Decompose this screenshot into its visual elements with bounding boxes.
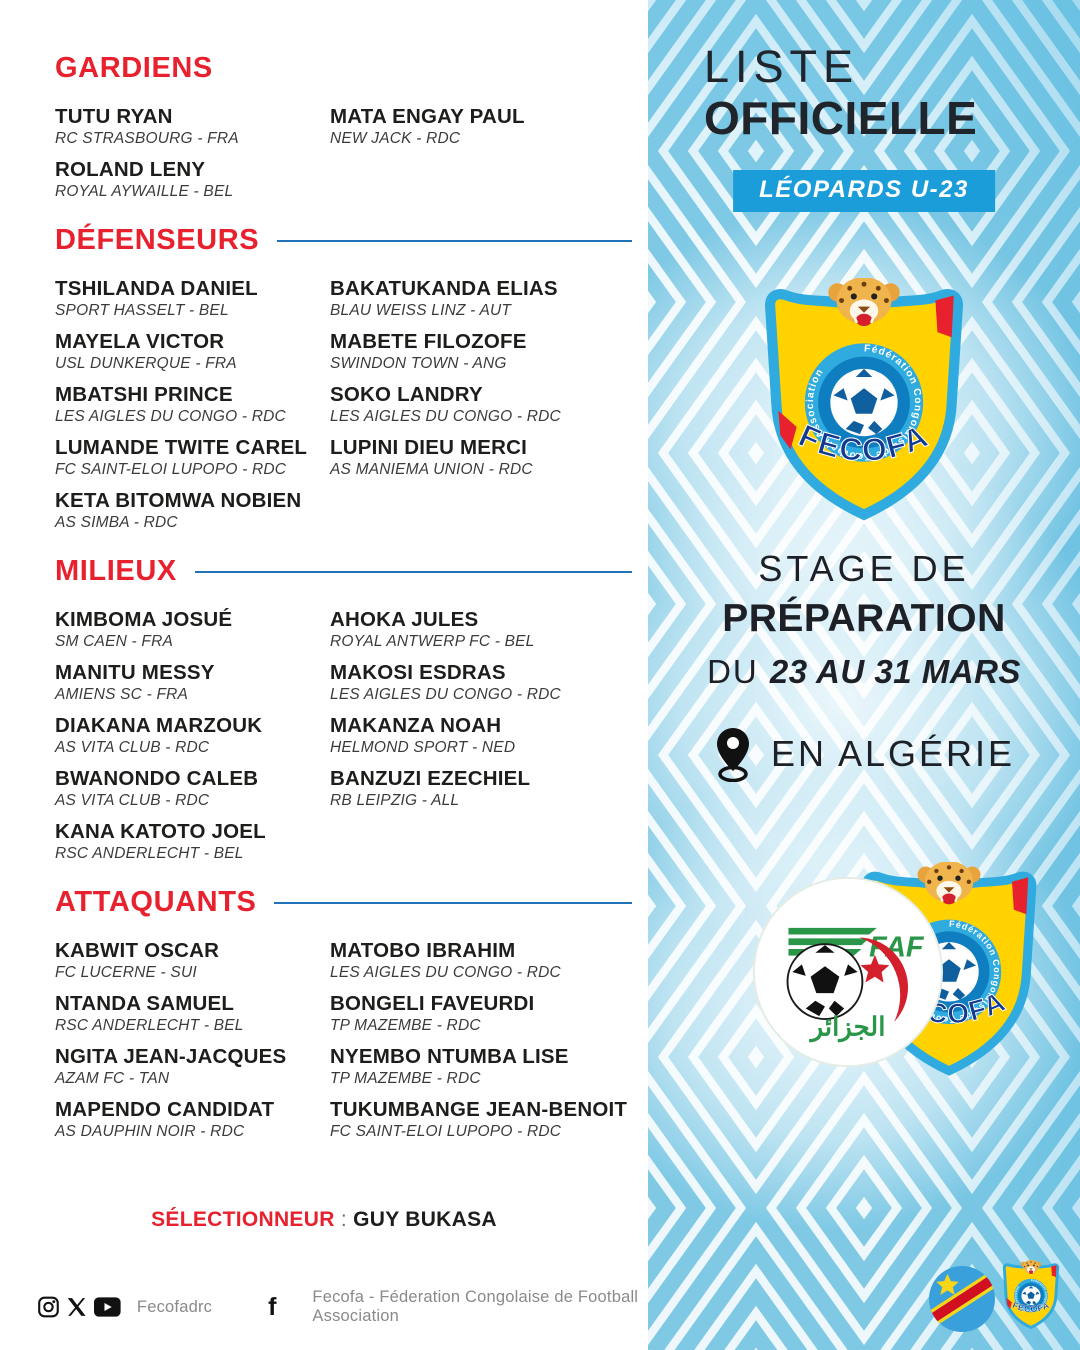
section-header xyxy=(55,555,640,588)
player-name: MATOBO IBRAHIM xyxy=(330,939,516,962)
player-club: RB LEIPZIG - ALL xyxy=(330,792,460,809)
title-line-officielle: OFFICIELLE xyxy=(704,92,978,144)
drc-flag-icon xyxy=(929,1266,995,1332)
player-name: SOKO LANDRY xyxy=(330,383,483,406)
player-entry xyxy=(55,435,330,479)
player-entry xyxy=(55,104,330,148)
player-name: NTANDA SAMUEL xyxy=(55,992,235,1015)
player-name: AHOKA JULES xyxy=(330,608,479,631)
player-club: HELMOND SPORT - NED xyxy=(330,739,516,756)
fecofa-logo-small xyxy=(1002,1260,1060,1330)
player-entry xyxy=(55,157,330,201)
player-entry xyxy=(330,1044,640,1088)
player-entry xyxy=(330,382,640,426)
player-club: LES AIGLES DU CONGO - RDC xyxy=(330,964,561,981)
player-name: KETA BITOMWA NOBIEN xyxy=(55,489,302,512)
player-club: TP MAZEMBE - RDC xyxy=(330,1017,481,1034)
roster-section-attaquants xyxy=(55,886,640,1150)
player-name: KIMBOMA JOSUÉ xyxy=(55,608,233,631)
roster-section-milieux xyxy=(55,555,640,872)
player-entry xyxy=(55,607,330,651)
player-entry xyxy=(55,1044,330,1088)
location-row xyxy=(648,726,1080,782)
player-name: MATA ENGAY PAUL xyxy=(330,105,525,128)
player-name: NYEMBO NTUMBA LISE xyxy=(330,1045,569,1068)
player-club: FC SAINT-ELOI LUPOPO - RDC xyxy=(55,461,287,478)
player-club: BLAU WEISS LINZ - AUT xyxy=(330,302,512,319)
section-title: DÉFENSEURS xyxy=(55,224,260,256)
title-line-liste: LISTE xyxy=(704,41,860,92)
player-name: MANITU MESSY xyxy=(55,661,215,684)
section-divider-line xyxy=(277,240,632,242)
algeria-faf-logo xyxy=(752,876,944,1068)
player-club: SM CAEN - FRA xyxy=(55,633,173,650)
player-entry xyxy=(55,660,330,704)
facebook-icon: f xyxy=(268,1293,277,1321)
section-header xyxy=(55,52,640,85)
player-name: MABETE FILOZOFE xyxy=(330,330,527,353)
player-entry xyxy=(55,382,330,426)
player-entry xyxy=(330,660,640,704)
coach-line xyxy=(0,1208,648,1232)
player-club: TP MAZEMBE - RDC xyxy=(330,1070,481,1087)
youtube-icon xyxy=(94,1295,121,1319)
player-club: AS DAUPHIN NOIR - RDC xyxy=(55,1123,245,1140)
federation-logos xyxy=(648,862,1080,1077)
player-name: MAKANZA NOAH xyxy=(330,714,502,737)
player-name: BONGELI FAVEURDI xyxy=(330,992,535,1015)
player-entry xyxy=(55,329,330,373)
player-club: AMIENS SC - FRA xyxy=(55,686,189,703)
player-name: BAKATUKANDA ELIAS xyxy=(330,277,558,300)
player-name: TUTU RYAN xyxy=(55,105,173,128)
player-name: MAKOSI ESDRAS xyxy=(330,661,506,684)
player-name: TSHILANDA DANIEL xyxy=(55,277,258,300)
player-name: BWANONDO CALEB xyxy=(55,767,259,790)
player-club: AS SIMBA - RDC xyxy=(55,514,178,531)
player-name: LUMANDE TWITE CAREL xyxy=(55,436,308,459)
roster-sections xyxy=(55,52,648,1150)
player-entry xyxy=(330,607,640,651)
player-name: KANA KATOTO JOEL xyxy=(55,820,266,843)
player-name: DIAKANA MARZOUK xyxy=(55,714,263,737)
player-entry xyxy=(330,104,640,148)
player-club: FC LUCERNE - SUI xyxy=(55,964,197,981)
player-name: BANZUZI EZECHIEL xyxy=(330,767,531,790)
coach-separator: : xyxy=(334,1208,354,1231)
player-club: AS MANIEMA UNION - RDC xyxy=(330,461,533,478)
player-entry xyxy=(330,435,640,479)
player-entry xyxy=(55,819,330,863)
coach-name: GUY BUKASA xyxy=(353,1208,497,1231)
player-club: FC SAINT-ELOI LUPOPO - RDC xyxy=(330,1123,562,1140)
coach-label: SÉLECTIONNEUR xyxy=(151,1208,335,1231)
player-entry xyxy=(330,276,640,320)
roster-section-dfenseurs xyxy=(55,224,640,541)
player-club: AS VITA CLUB - RDC xyxy=(55,739,210,756)
player-entry xyxy=(55,488,330,532)
camp-line2: PRÉPARATION xyxy=(722,597,1006,640)
section-header xyxy=(55,224,640,257)
player-name: MAYELA VICTOR xyxy=(55,330,225,353)
player-entry xyxy=(330,329,640,373)
player-entry xyxy=(55,276,330,320)
player-entry xyxy=(55,991,330,1035)
instagram-icon xyxy=(38,1294,59,1320)
player-club: RSC ANDERLECHT - BEL xyxy=(55,1017,244,1034)
x-icon xyxy=(67,1295,86,1319)
players-grid xyxy=(55,276,640,541)
player-club: NEW JACK - RDC xyxy=(330,130,461,147)
location-pin-icon xyxy=(713,726,753,782)
player-club: SPORT HASSELT - BEL xyxy=(55,302,229,319)
player-club: LES AIGLES DU CONGO - RDC xyxy=(330,686,561,703)
player-name: MBATSHI PRINCE xyxy=(55,383,233,406)
camp-dates-range: 23 AU 31 MARS xyxy=(769,653,1021,690)
poster-title xyxy=(704,42,977,144)
player-name: ROLAND LENY xyxy=(55,158,206,181)
player-name: LUPINI DIEU MERCI xyxy=(330,436,528,459)
section-header xyxy=(55,886,640,919)
section-title: ATTAQUANTS xyxy=(55,886,257,918)
footer-social-bar xyxy=(0,1284,648,1330)
players-grid xyxy=(55,607,640,872)
player-name: KABWIT OSCAR xyxy=(55,939,220,962)
camp-dates-prefix: DU xyxy=(707,653,770,690)
location-text: EN ALGÉRIE xyxy=(770,733,1016,774)
player-club: USL DUNKERQUE - FRA xyxy=(55,355,237,372)
player-entry xyxy=(55,938,330,982)
camp-info xyxy=(648,548,1080,691)
player-club: RC STRASBOURG - FRA xyxy=(55,130,239,147)
player-club: LES AIGLES DU CONGO - RDC xyxy=(55,408,286,425)
camp-dates xyxy=(648,653,1080,691)
corner-emblems xyxy=(648,1258,1080,1338)
camp-line1: STAGE DE xyxy=(758,548,970,589)
player-entry xyxy=(330,713,640,757)
fecofa-logo xyxy=(762,278,966,523)
players-grid xyxy=(55,938,640,1150)
player-club: AZAM FC - TAN xyxy=(55,1070,170,1087)
player-name: TUKUMBANGE JEAN-BENOIT xyxy=(330,1098,628,1121)
social-handle: Fecofadrc xyxy=(136,1297,213,1316)
players-grid xyxy=(55,104,640,210)
player-club: RSC ANDERLECHT - BEL xyxy=(55,845,244,862)
player-club: ROYAL AYWAILLE - BEL xyxy=(55,183,234,200)
team-badge: LÉOPARDS U-23 xyxy=(733,170,995,212)
player-entry xyxy=(55,713,330,757)
player-club: SWINDON TOWN - ANG xyxy=(330,355,507,372)
player-entry xyxy=(55,1097,330,1141)
player-entry xyxy=(330,991,640,1035)
facebook-page-name: Fecofa - Féderation Congolaise de Football Association xyxy=(312,1288,639,1325)
player-name: MAPENDO CANDIDAT xyxy=(55,1098,275,1121)
player-entry xyxy=(330,1097,640,1141)
player-entry xyxy=(55,766,330,810)
section-title: GARDIENS xyxy=(55,52,213,84)
player-club: ROYAL ANTWERP FC - BEL xyxy=(330,633,535,650)
section-divider-line xyxy=(195,571,632,573)
player-entry xyxy=(330,938,640,982)
section-divider-line xyxy=(274,902,632,904)
player-entry xyxy=(330,766,640,810)
player-club: LES AIGLES DU CONGO - RDC xyxy=(330,408,561,425)
section-title: MILIEUX xyxy=(55,555,177,587)
roster-section-gardiens xyxy=(55,52,640,210)
player-name: NGITA JEAN-JACQUES xyxy=(55,1045,287,1068)
player-club: AS VITA CLUB - RDC xyxy=(55,792,210,809)
info-panel xyxy=(648,0,1080,1350)
